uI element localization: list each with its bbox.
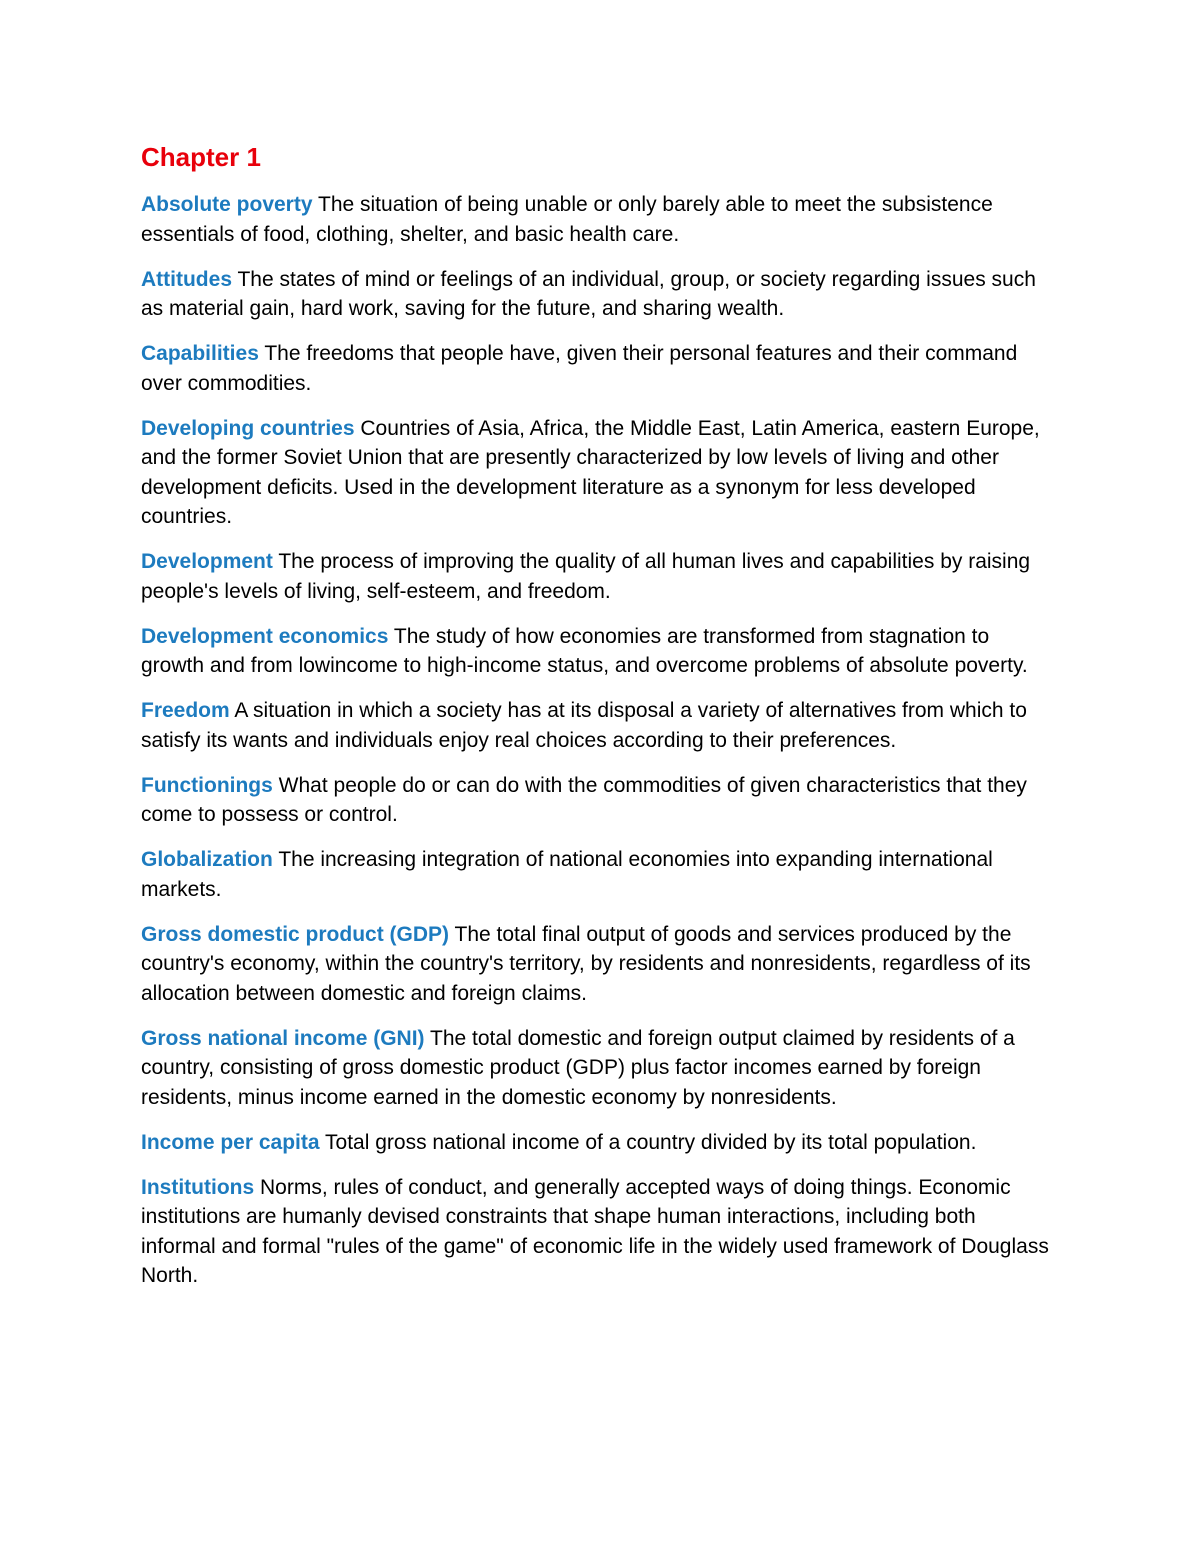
glossary-entry-developing-countries — [141, 414, 1051, 532]
glossary-term: Freedom — [141, 699, 230, 722]
glossary-definition: The freedoms that people have, given their personal features and their command over commodities. — [141, 342, 1018, 395]
glossary-definition: The increasing integration of national economies into expanding international markets. — [141, 848, 993, 901]
glossary-entry-functionings — [141, 771, 1051, 830]
chapter-title: Chapter 1 — [141, 142, 261, 172]
glossary-definition: What people do or can do with the commodities of given characteristics that they come to possess or control. — [141, 773, 1027, 826]
glossary-definition: A situation in which a society has at its disposal a variety of alternatives from which to satisfy its wants and individuals enjoy real choices according to their preferences. — [141, 699, 1027, 752]
glossary-term: Gross domestic product (GDP) — [141, 922, 450, 946]
glossary-definition: Total gross national income of a country divided by its total population. — [325, 1130, 977, 1154]
glossary-term: Gross national income (GNI) — [141, 1026, 425, 1050]
glossary-term: Attitudes — [141, 267, 232, 291]
glossary-definition: The process of improving the quality of all human lives and capabilities by raising people's levels of living, self-esteem, and freedom. — [141, 550, 1031, 603]
glossary-definition: The situation of being unable or only barely able to meet the subsistence essentials of food, clothing, shelter, and basic health care. — [141, 193, 993, 246]
glossary-term: Income per capita — [141, 1130, 320, 1154]
glossary-entry-income-per-capita — [141, 1128, 1051, 1158]
glossary-term: Institutions — [141, 1175, 255, 1199]
glossary-term: Developing countries — [141, 416, 355, 440]
glossary-definition: Countries of Asia, Africa, the Middle East, Latin America, eastern Europe, and the former Soviet Union that are presently characterized by low levels of living and other development deficits. Used in the development literature as a synonym for less developed countries. — [141, 416, 1040, 528]
glossary-definition: The total domestic and foreign output claimed by residents of a country, consisting of gross domestic product (GDP) plus factor incomes earned by foreign residents, minus income earned in the domestic economy by nonresidents. — [141, 1026, 1015, 1109]
glossary-entry-capabilities — [141, 339, 1051, 398]
glossary-entry-globalization — [141, 845, 1051, 904]
glossary-entry-development-economics — [141, 622, 1051, 681]
glossary-term: Functionings — [141, 773, 273, 797]
document-body — [141, 140, 1051, 1306]
glossary-entry-freedom — [141, 696, 1051, 755]
glossary-entry-attitudes — [141, 265, 1051, 324]
glossary-entry-gdp — [141, 920, 1051, 1009]
glossary-entry-gni — [141, 1024, 1051, 1113]
glossary-entry-absolute-poverty — [141, 190, 1051, 249]
glossary-definition: The states of mind or feelings of an individual, group, or society regarding issues such as material gain, hard work, saving for the future, and sharing wealth. — [141, 267, 1036, 320]
glossary-term: Development economics — [141, 624, 389, 648]
glossary-entry-institutions — [141, 1173, 1051, 1291]
glossary-entry-development — [141, 547, 1051, 606]
glossary-definition: Norms, rules of conduct, and generally accepted ways of doing things. Economic institutions are humanly devised constraints that shape human interactions, including both informal and formal "rules of the game" of economic life in the widely used framework of Douglass North. — [141, 1175, 1049, 1287]
glossary-term: Absolute poverty — [141, 193, 313, 216]
glossary-definition: The study of how economies are transformed from stagnation to growth and from lowincome to high-income status, and overcome problems of absolute poverty. — [141, 624, 1028, 677]
glossary-term: Development — [141, 550, 273, 573]
glossary-term: Globalization — [141, 848, 273, 871]
glossary-definition: The total final output of goods and services produced by the country's economy, within the country's territory, by residents and nonresidents, regardless of its allocation between domestic and foreign claims. — [141, 922, 1031, 1005]
glossary-term: Capabilities — [141, 342, 259, 365]
